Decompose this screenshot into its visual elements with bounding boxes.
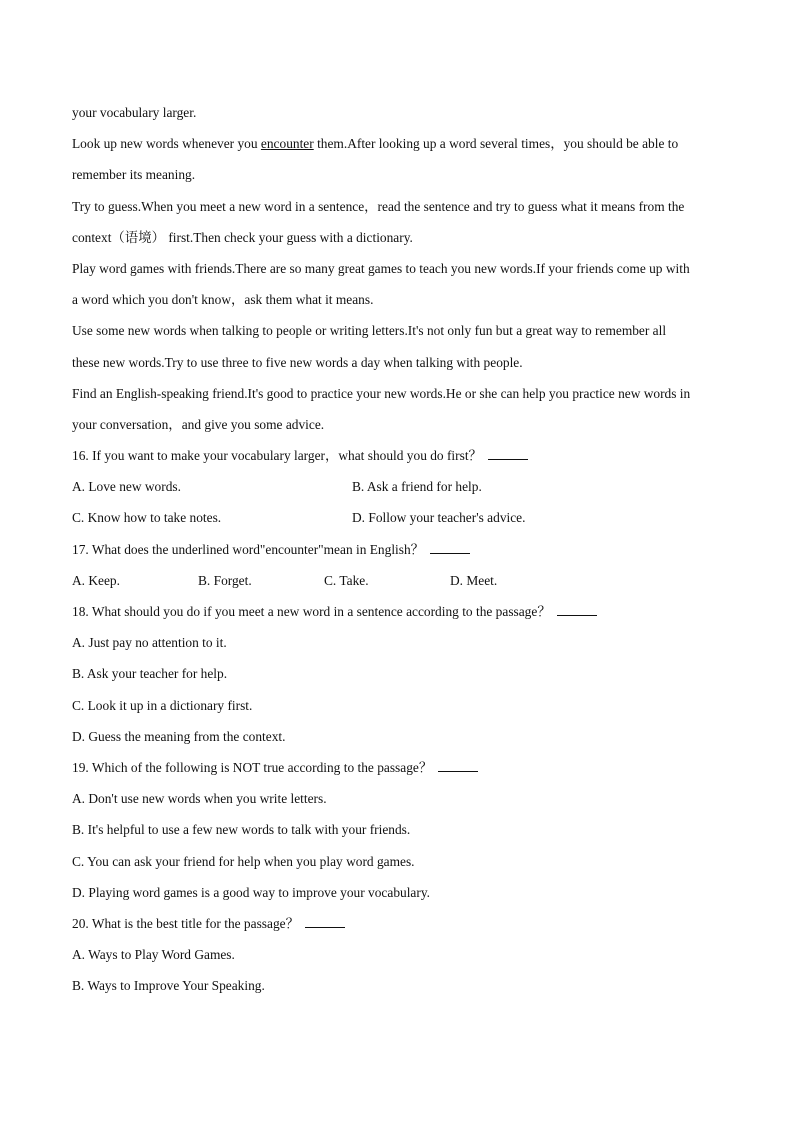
option-19-c[interactable]: C. You can ask your friend for help when you play word games.	[72, 853, 415, 869]
option-20-b[interactable]: B. Ways to Improve Your Speaking.	[72, 978, 265, 994]
option-16-b[interactable]: B. Ask a friend for help.	[352, 479, 482, 495]
passage-line-2-post: them.After looking up a word several times，you should be able to	[313, 136, 679, 152]
question-16-options-row-1	[72, 476, 722, 507]
passage-line-2-pre: Look up new words whenever you	[72, 136, 261, 152]
option-17-b[interactable]: B. Forget.	[198, 572, 252, 588]
option-17-d[interactable]: D. Meet.	[450, 572, 498, 588]
option-18-b[interactable]: B. Ask your teacher for help.	[72, 666, 228, 682]
option-18-d[interactable]: D. Guess the meaning from the context.	[72, 728, 286, 744]
passage-line-7: a word which you don't know，ask them what it means.	[72, 292, 374, 308]
option-19-a[interactable]: A. Don't use new words when you write letters.	[72, 791, 327, 807]
passage-line-6: Play word games with friends.There are so many great games to teach you new words.If your friends come up with	[72, 260, 690, 276]
passage-line-9: these new words.Try to use three to five new words a day when talking with people.	[72, 354, 523, 370]
passage-line-8: Use some new words when talking to people or writing letters.It's not only fun but a great way to remember all	[72, 323, 667, 339]
answer-blank-20[interactable]	[305, 915, 345, 928]
underlined-word-encounter: encounter	[260, 136, 314, 152]
option-19-b[interactable]: B. It's helpful to use a few new words to talk with your friends.	[72, 822, 411, 838]
passage-line-10: Find an English-speaking friend.It's good to practice your new words.He or she can help you practice new words in	[72, 385, 691, 401]
option-17-a[interactable]: A. Keep.	[72, 572, 120, 588]
document-page	[72, 102, 722, 1006]
question-20-stem: 20. What is the best title for the passage？	[72, 913, 722, 944]
answer-blank-18[interactable]	[557, 603, 597, 616]
option-18-c[interactable]: C. Look it up in a dictionary first.	[72, 697, 253, 713]
passage-line-5: context（语境） first.Then check your guess with a dictionary.	[72, 229, 413, 245]
question-17-stem: 17. What does the underlined word"encounter"mean in English？	[72, 539, 722, 570]
option-17-c[interactable]: C. Take.	[324, 572, 369, 588]
passage-line-11: your conversation，and give you some advice.	[72, 416, 325, 432]
question-19-stem: 19. Which of the following is NOT true according to the passage？	[72, 757, 722, 788]
option-19-d[interactable]: D. Playing word games is a good way to improve your vocabulary.	[72, 884, 431, 900]
passage-line-3: remember its meaning.	[72, 167, 196, 183]
option-20-a[interactable]: A. Ways to Play Word Games.	[72, 947, 235, 963]
passage-line-1: your vocabulary larger.	[72, 105, 197, 120]
passage-line-4: Try to guess.When you meet a new word in a sentence，read the sentence and try to guess what it means from the	[72, 198, 685, 214]
question-16-stem: 16. If you want to make your vocabulary larger，what should you do first？	[72, 445, 722, 476]
option-16-c[interactable]: C. Know how to take notes.	[72, 510, 222, 526]
option-16-a[interactable]: A. Love new words.	[72, 479, 181, 495]
option-18-a[interactable]: A. Just pay no attention to it.	[72, 635, 227, 651]
question-16-options-row-2	[72, 507, 722, 538]
answer-blank-16[interactable]	[488, 447, 528, 460]
option-16-d[interactable]: D. Follow your teacher's advice.	[352, 510, 526, 526]
question-18-stem: 18. What should you do if you meet a new word in a sentence according to the passage？	[72, 601, 722, 632]
answer-blank-19[interactable]	[438, 759, 478, 772]
passage-line-2	[72, 133, 722, 164]
answer-blank-17[interactable]	[430, 541, 470, 554]
question-17-options	[72, 570, 722, 601]
